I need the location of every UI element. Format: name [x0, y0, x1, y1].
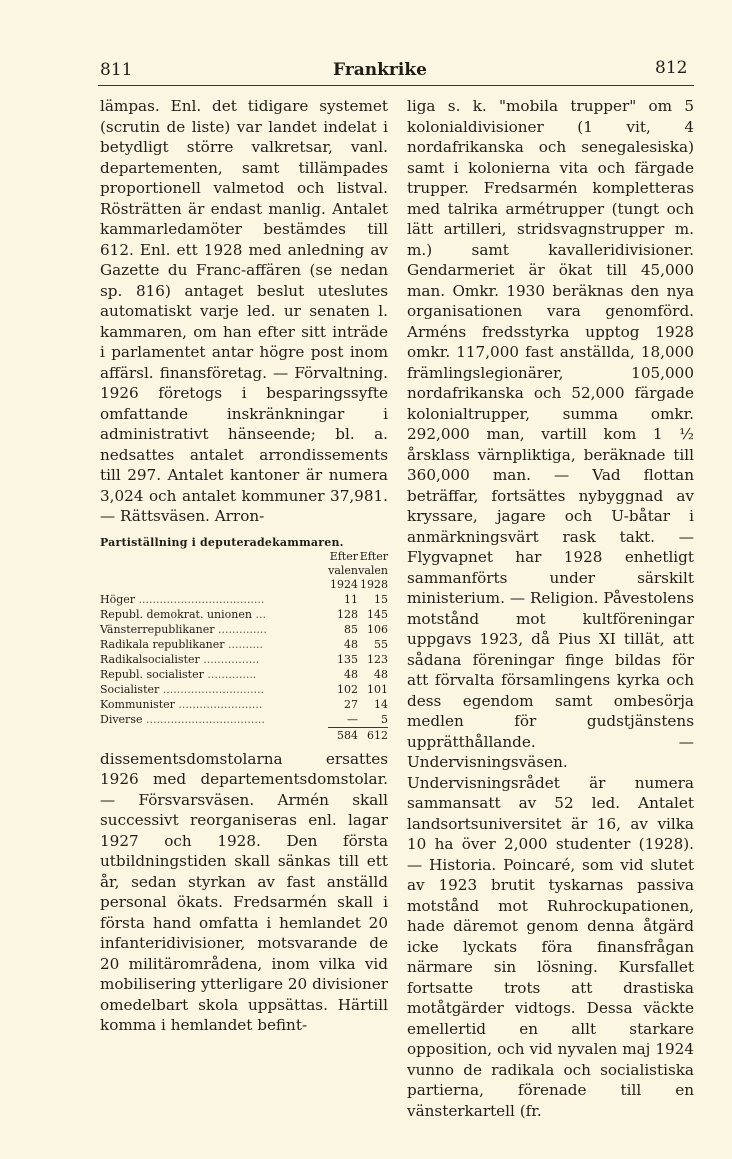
page-number-right: 812 — [655, 58, 688, 78]
party-name — [100, 682, 328, 697]
seats-1928: 55 — [374, 637, 388, 651]
seats-1924: 48 — [344, 667, 358, 681]
left-column-text-top: lämpas. Enl. det tidigare systemet (scrutin de liste) var landet indelat i betydligt större valkretsar, vanl. departementen, samt tillämpades proportionell valmetod och listval. Rösträtten är endast manlig. Antalet kammarledamöter bestämdes till 612. Enl. ett 1928 med anledning av Gazette du Franc-affären (se nedan sp. 816) antaget beslut uteslutes automatiskt varje led. ur senaten l. kammaren, om han efter sitt inträde i parlamentet antar högre post inom affärsl. finansföretag. — Förvaltning. 1926 företogs i besparingssyfte omfattande inskränkningar i administrativt hänseende; bl. a. nedsattes antalet arrondissements till 297. Antalet kantoner är numera 3,024 och antalet kommuner 37,981. — Rättsväsen. Arron- — [100, 97, 388, 525]
leader-dots: ................ — [199, 652, 260, 666]
seats-1924: 128 — [337, 607, 358, 621]
header-efter-1924: Efter — [329, 549, 358, 563]
leader-dots: .............. — [203, 667, 257, 681]
header-valen-1928: valen — [358, 563, 388, 577]
table-row — [100, 712, 388, 728]
party-label: Radikala republikaner — [100, 637, 225, 651]
party-name — [100, 607, 328, 622]
table-row — [100, 697, 388, 712]
table-totals-row — [100, 727, 388, 743]
party-name — [100, 667, 328, 682]
party-table-grid — [100, 550, 388, 743]
party-name — [100, 637, 328, 652]
seats-1928: 48 — [374, 667, 388, 681]
right-column — [407, 96, 694, 1121]
party-label: Republ. socialister — [100, 667, 204, 681]
party-label: Kommunister — [100, 697, 175, 711]
seats-1928: 14 — [374, 697, 388, 711]
seats-1924: 85 — [344, 622, 358, 636]
seats-1928: 123 — [367, 652, 388, 666]
leader-dots: .................................. — [142, 712, 265, 726]
seats-1928: 101 — [367, 682, 388, 696]
leader-dots: ........................ — [174, 697, 263, 711]
party-name — [100, 622, 328, 637]
header-rule — [98, 85, 694, 86]
header-year-1928: 1928 — [360, 577, 388, 591]
table-header-row — [100, 578, 388, 592]
seats-1928: 106 — [367, 622, 388, 636]
party-name — [100, 712, 328, 728]
table-row — [100, 592, 388, 607]
leader-dots: .................................... — [135, 592, 265, 606]
leader-dots: .......... — [224, 637, 263, 651]
total-1924: 584 — [328, 727, 358, 743]
party-label: Höger — [100, 592, 136, 606]
party-label: Vänsterrepublikaner — [100, 622, 215, 636]
table-row — [100, 682, 388, 697]
left-column — [100, 96, 388, 1036]
seats-1924: 27 — [344, 697, 358, 711]
total-1928: 612 — [358, 727, 388, 743]
header-year-1924: 1924 — [330, 577, 358, 591]
party-label: Socialister — [100, 682, 160, 696]
table-row — [100, 667, 388, 682]
table-row — [100, 622, 388, 637]
table-header-row — [100, 564, 388, 578]
seats-1924: 11 — [344, 592, 358, 606]
running-head: Frankrike — [333, 60, 427, 80]
party-table — [100, 535, 388, 743]
party-label: Diverse — [100, 712, 143, 726]
table-header-row — [100, 550, 388, 564]
seats-1928: 145 — [367, 607, 388, 621]
header-valen-1924: valen — [328, 563, 358, 577]
seats-1928: 15 — [374, 592, 388, 606]
seats-1924: 102 — [337, 682, 358, 696]
table-row — [100, 637, 388, 652]
party-name — [100, 592, 328, 607]
leader-dots: ... — [251, 607, 266, 621]
seats-1928: 5 — [381, 712, 388, 726]
table-row — [100, 607, 388, 622]
leader-dots: ............................. — [159, 682, 265, 696]
table-row — [100, 652, 388, 667]
page-number-left: 811 — [100, 60, 133, 80]
party-label: Radikalsocialister — [100, 652, 200, 666]
seats-1924: — — [347, 712, 358, 726]
party-label: Republ. demokrat. unionen — [100, 607, 252, 621]
seats-1924: 135 — [337, 652, 358, 666]
header-efter-1928: Efter — [359, 549, 388, 563]
left-column-text-bottom: dissementsdomstolarna ersattes 1926 med departementsdomstolar. — Försvarsväsen. Armén skall successivt reorganiseras enl. lagar 1927 och 1928. Den första utbildningstiden skall sänkas till ett år, sedan styrkan av fast anställd personal ökats. Fredsarmén skall i första hand omfatta i hemlandet 20 infanteridivisioner, motsvarande de 20 militärområdena, inom vilka vid mobilisering ytterligare 20 divisioner omedelbart skola uppsättas. Härtill komma i hemlandet befint- — [100, 749, 388, 1034]
right-column-text: liga s. k. "mobila trupper" om 5 kolonialdivisioner (1 vit, 4 nordafrikanska och senegalesiska) samt i kolonierna vita och färgade trupper. Fredsarmén kompletteras med talrika armétrupper (tungt och lätt artilleri, stridsvagnstrupper m. m.) samt kavalleridivisioner. Gendarmeriet är ökat till 45,000 man. Omkr. 1930 beräknas den nya organisationen vara genomförd. Arméns fredsstyrka upptog 1928 omkr. 117,000 fast anställda, 18,000 främlingslegionärer, 105,000 nordafrikanska och 52,000 färgade kolonialtrupper, summa omkr. 292,000 man, vartill kom 1 ½ årsklass värnpliktiga, beräknade till 360,000 man. — Vad flottan beträffar, fortsättes nybyggnad av kryssare, jagare och U-båtar i anmärkningsvärt rask takt. — Flygvapnet har 1928 enhetligt sammanförts under särskilt ministerium. — Religion. Påvestolens motstånd mot kultföreningar uppgavs 1923, då Pius XI tillät, att sådana föreningar finge bildas för att förvalta församlingens kyrka och dess egendom samt ombesörja medlen för gudstjänstens upprätthållande. — Undervisningsväsen. Undervisningsrådet är numera sammansatt av 52 led. Antalet landsortsuniversitet är 16, av vilka 10 ha över 2,000 studenter (1928). — Historia. Poincaré, som vid slutet av 1923 brutit tyskarnas passiva motstånd mot Ruhrockupationen, hade däremot genom denna åtgärd icke lyckats föra finansfrågan närmare sin lösning. Kursfallet fortsatte trots att drastiska motåtgärder vidtogs. Dessa väckte emellertid en allt starkare opposition, och vid nyvalen maj 1924 vunno de radikala och socialistiska partierna, förenade till en vänsterkartell (fr. — [407, 97, 694, 1120]
party-name — [100, 652, 328, 667]
leader-dots: .............. — [214, 622, 267, 636]
party-name — [100, 697, 328, 712]
table-title: Partiställning i deputeradekammaren. — [100, 535, 344, 549]
seats-1924: 48 — [344, 637, 358, 651]
